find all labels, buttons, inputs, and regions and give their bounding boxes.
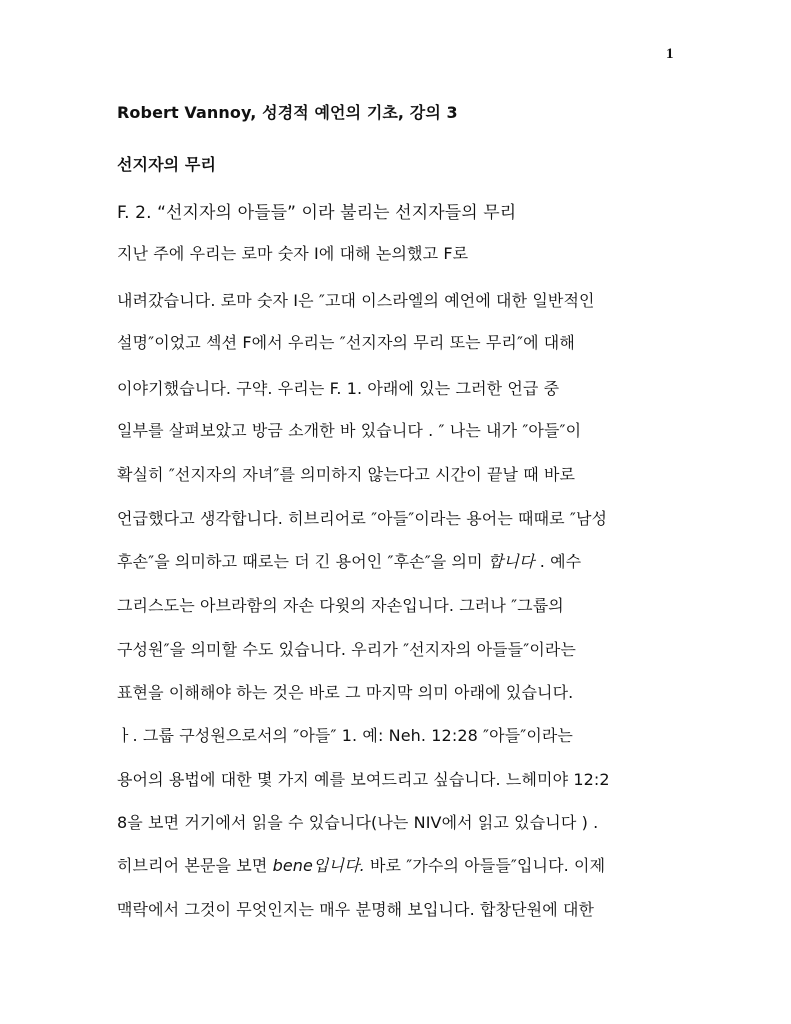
lecture-title: Robert Vannoy, 성경적 예언의 기초, 강의 3 bbox=[117, 103, 458, 122]
body-line: 내려갔습니다. 로마 숫자 I은 ″고대 이스라엘의 예언에 대한 일반적인 bbox=[117, 291, 595, 310]
body-line bbox=[117, 549, 581, 572]
italic-text: 입니다. bbox=[312, 856, 365, 875]
body-line: 8을 보면 거기에서 읽을 수 있습니다(나는 NIV에서 읽고 있습니다 ) . bbox=[117, 813, 599, 832]
italic-text: 합니다 bbox=[487, 552, 535, 571]
body-line: 일부를 살펴보았고 방금 소개한 바 있습니다 . ″ 나는 내가 ″아들″이 bbox=[117, 421, 582, 440]
page-number: 1 bbox=[666, 46, 674, 62]
body-line: 확실히 ″선지자의 자녀″를 의미하지 않는다고 시간이 끝날 때 바로 bbox=[117, 465, 576, 484]
body-line: 이야기했습니다. 구약. 우리는 F. 1. 아래에 있는 그러한 언급 중 bbox=[117, 379, 560, 398]
body-text: 후손″을 의미하고 때로는 더 긴 용어인 ″후손″을 의미 bbox=[117, 552, 488, 571]
body-text: 히브리어 본문을 보면 bbox=[117, 856, 273, 875]
body-text: . 예수 bbox=[534, 552, 582, 571]
body-line: 언급했다고 생각합니다. 히브리어로 ″아들″이라는 용어는 때때로 ″남성 bbox=[117, 509, 608, 528]
body-line: ㅏ. 그룹 구성원으로서의 ″아들″ 1. 예: Neh. 12:28 ″아들″이라는 bbox=[117, 726, 573, 745]
body-text: 바로 ″가수의 아들들″입니다. 이제 bbox=[364, 856, 606, 875]
body-line bbox=[117, 853, 605, 876]
body-line: 지난 주에 우리는 로마 숫자 I에 대해 논의했고 F로 bbox=[117, 244, 469, 263]
body-line: 용어의 용법에 대한 몇 가지 예를 보여드리고 싶습니다. 느헤미야 12:2 bbox=[117, 770, 610, 789]
body-line: 맥락에서 그것이 무엇인지는 매우 분명해 보입니다. 합창단원에 대한 bbox=[117, 900, 595, 919]
italic-text: bene bbox=[272, 856, 313, 875]
body-line: 구성원″을 의미할 수도 있습니다. 우리가 ″선지자의 아들들″이라는 bbox=[117, 640, 576, 659]
body-line: 그리스도는 아브라함의 자손 다윗의 자손입니다. 그러나 ″그룹의 bbox=[117, 596, 564, 615]
body-line: 표현을 이해해야 하는 것은 바로 그 마지막 의미 아래에 있습니다. bbox=[117, 683, 574, 702]
subheading: F. 2. “선지자의 아들들” 이라 불리는 선지자들의 무리 bbox=[117, 203, 517, 223]
section-title: 선지자의 무리 bbox=[117, 155, 217, 174]
body-line: 설명″이었고 섹션 F에서 우리는 ″선지자의 무리 또는 무리″에 대해 bbox=[117, 333, 575, 352]
